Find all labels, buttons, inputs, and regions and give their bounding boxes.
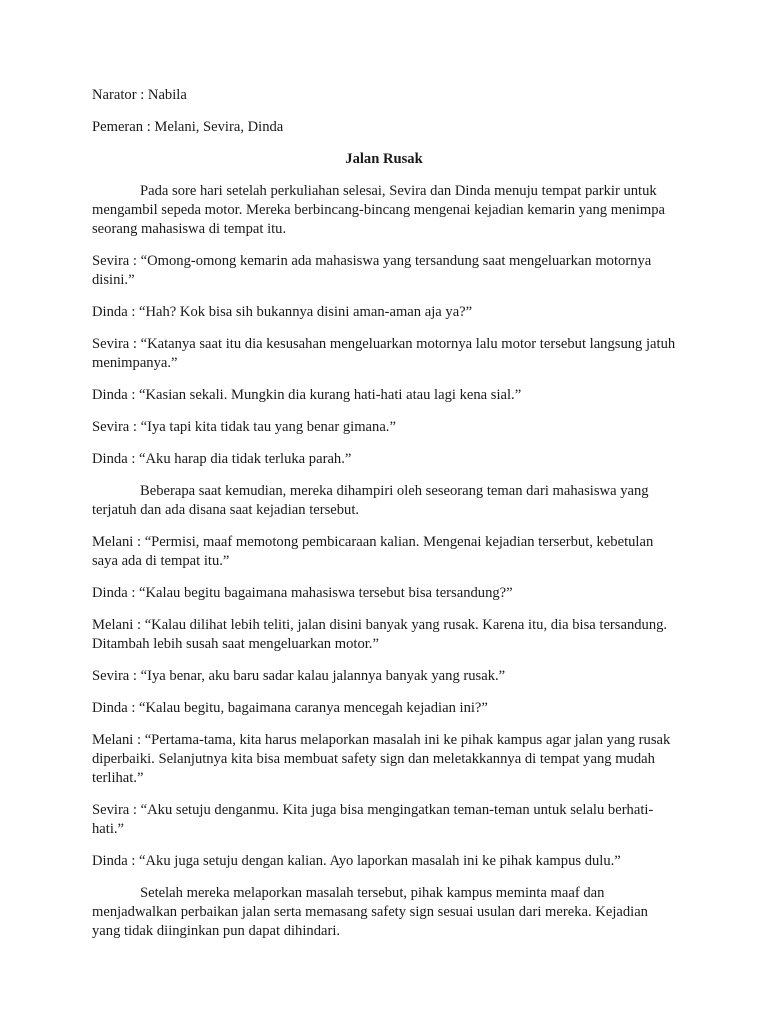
narrator-line: Narator : Nabila (92, 87, 187, 103)
dialog-line: Dinda : “Hah? Kok bisa sih bukannya disini aman-aman aja ya?” (92, 304, 473, 320)
dialog-line: Dinda : “Kasian sekali. Mungkin dia kurang hati-hati atau lagi kena sial.” (92, 387, 522, 403)
dialog-line: Sevira : “Iya benar, aku baru sadar kalau jalannya banyak yang rusak.” (92, 668, 506, 684)
dialog-line: Sevira : “Iya tapi kita tidak tau yang benar gimana.” (92, 419, 396, 435)
narration-paragraph: Pada sore hari setelah perkuliahan selesai, Sevira dan Dinda menuju tempat parkir untuk mengambil sepeda motor. Mereka berbincang-bincang mengenai kejadian kemarin yang menimpa seorang mahasiswa di tempat itu. (92, 183, 666, 237)
dialog-line: Dinda : “Kalau begitu, bagaimana caranya mencegah kejadian ini?” (92, 700, 488, 716)
narration-paragraph: Setelah mereka melaporkan masalah tersebut, pihak kampus meminta maaf dan menjadwalkan perbaikan jalan serta memasang safety sign sesuai usulan dari mereka. Kejadian yang tidak diinginkan pun dapat dihindari. (92, 885, 648, 939)
dialog-line: Dinda : “Kalau begitu bagaimana mahasiswa tersebut bisa tersandung?” (92, 585, 513, 601)
dialog-line: Melani : “Permisi, maaf memotong pembicaraan kalian. Mengenai kejadian terserbut, kebetulan saya ada di tempat itu.” (92, 534, 654, 569)
dialog-line: Sevira : “Omong-omong kemarin ada mahasiswa yang tersandung saat mengeluarkan motornya disini.” (92, 253, 652, 288)
document-page (92, 86, 676, 954)
dialog-line: Sevira : “Katanya saat itu dia kesusahan mengeluarkan motornya lalu motor tersebut langsung jatuh menimpanya.” (92, 336, 676, 371)
dialog-line: Dinda : “Aku harap dia tidak terluka parah.” (92, 451, 352, 467)
narration-paragraph: Beberapa saat kemudian, mereka dihampiri oleh seseorang teman dari mahasiswa yang terjatuh dan ada disana saat kejadian tersebut. (92, 483, 649, 518)
dialog-line: Melani : “Pertama-tama, kita harus melaporkan masalah ini ke pihak kampus agar jalan yang rusak diperbaiki. Selanjutnya kita bisa membuat safety sign dan meletakkannya di tempat yang mudah terlihat.” (92, 732, 671, 786)
dialog-line: Sevira : “Aku setuju denganmu. Kita juga bisa mengingatkan teman-teman untuk selalu berhati-hati.” (92, 802, 654, 837)
cast-line: Pemeran : Melani, Sevira, Dinda (92, 119, 284, 135)
dialog-line: Melani : “Kalau dilihat lebih teliti, jalan disini banyak yang rusak. Karena itu, dia bisa tersandung. Ditambah lebih susah saat mengeluarkan motor.” (92, 617, 668, 652)
dialog-line: Dinda : “Aku juga setuju dengan kalian. Ayo laporkan masalah ini ke pihak kampus dulu.” (92, 853, 621, 869)
document-title: Jalan Rusak (345, 151, 423, 167)
